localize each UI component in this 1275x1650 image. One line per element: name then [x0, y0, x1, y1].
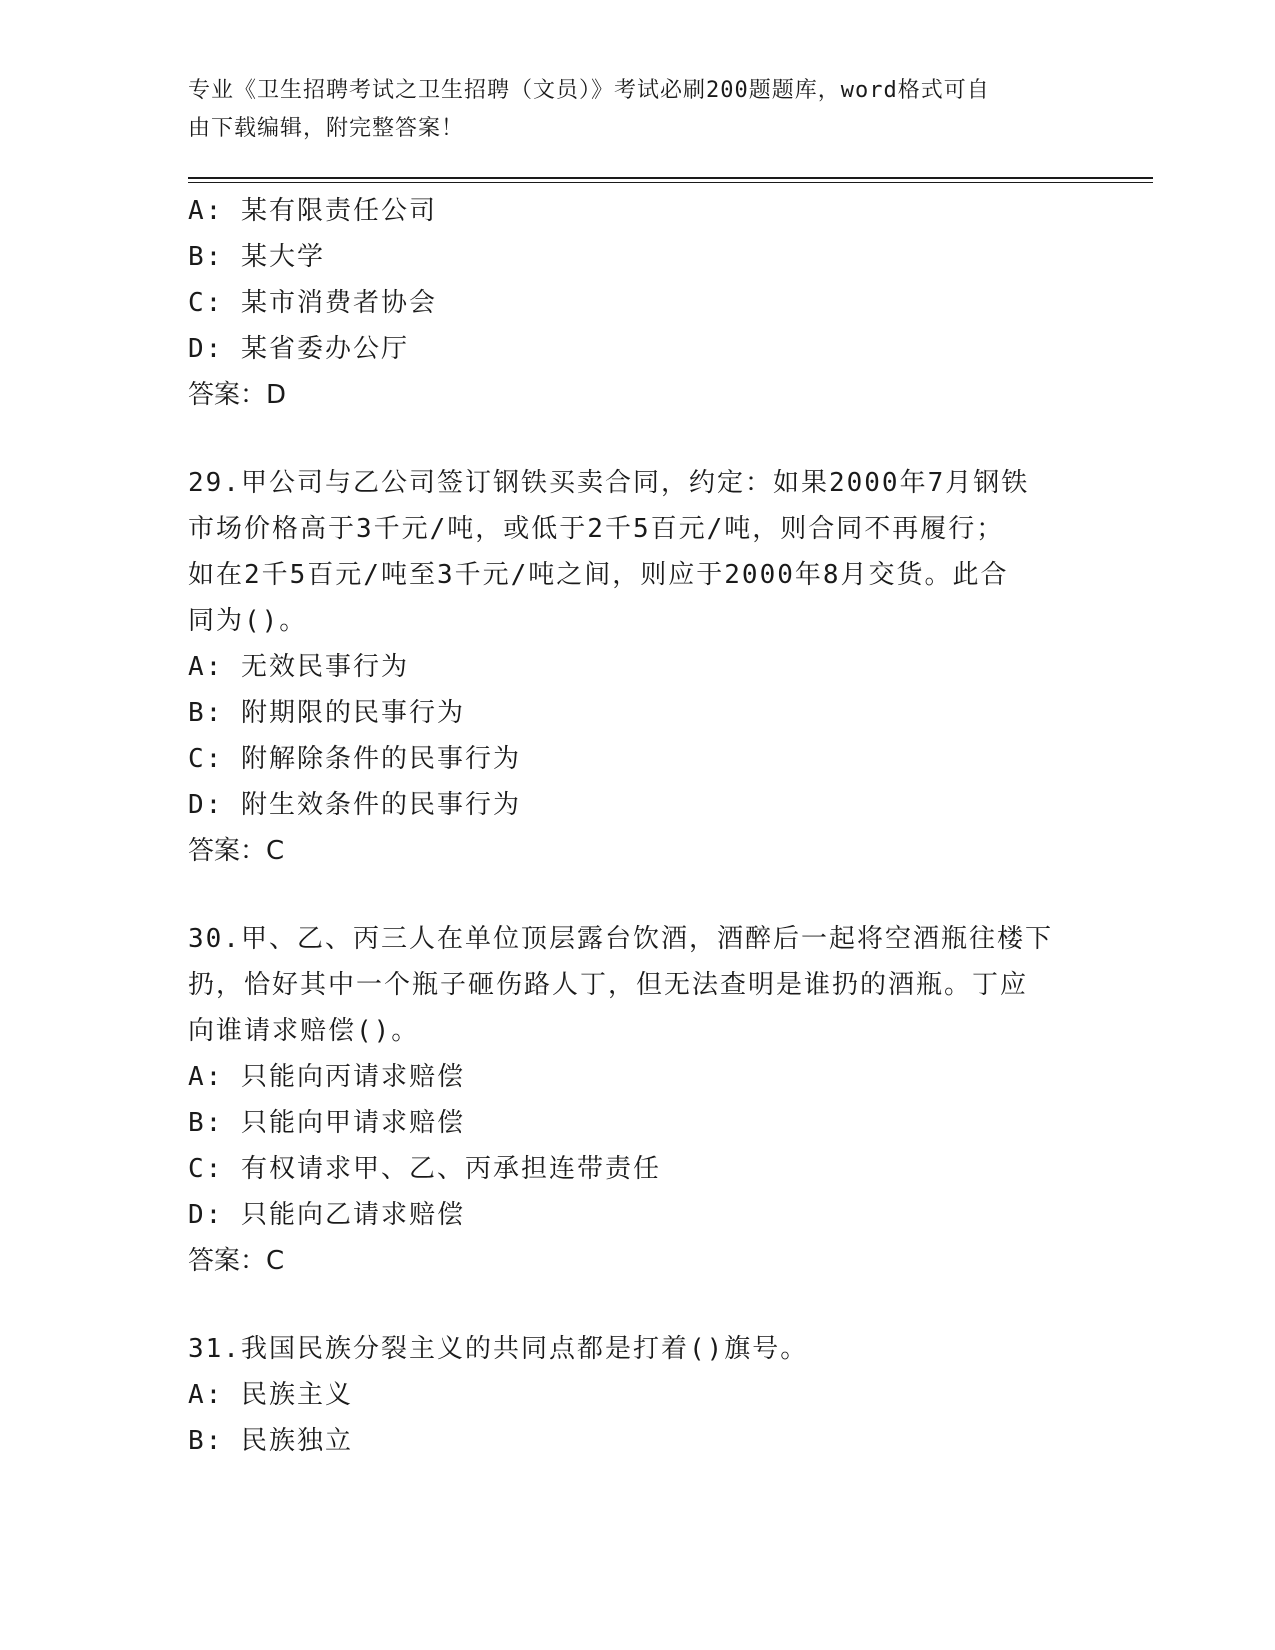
option-d: D: 某省委办公厅	[188, 334, 409, 364]
header-divider-thick	[188, 177, 1153, 179]
option-d: D: 只能向乙请求赔偿	[188, 1200, 465, 1230]
option-a: A: 民族主义	[188, 1380, 353, 1410]
option-b: B: 某大学	[188, 242, 325, 272]
question-31	[188, 1326, 1088, 1464]
option-a: A: 无效民事行为	[188, 652, 409, 682]
header-line-1: 专业《卫生招聘考试之卫生招聘（文员）》考试必刷200题题库，word格式可自	[188, 78, 990, 103]
answer-line: 答案：D	[188, 380, 287, 410]
option-a: A: 某有限责任公司	[188, 196, 437, 226]
question-stem-line: 市场价格高于3千元/吨，或低于2千5百元/吨，则合同不再履行；	[188, 514, 1005, 544]
option-d: D: 附生效条件的民事行为	[188, 790, 521, 820]
question-stem-line: 29.甲公司与乙公司签订钢铁买卖合同，约定：如果2000年7月钢铁	[188, 468, 1030, 498]
question-gap	[188, 418, 1088, 460]
question-stem-line: 向谁请求赔偿()。	[188, 1016, 420, 1046]
document-header	[188, 72, 1068, 148]
question-30	[188, 916, 1088, 1284]
answer-line: 答案：C	[188, 836, 285, 866]
question-stem-line: 同为()。	[188, 606, 308, 636]
option-a: A: 只能向丙请求赔偿	[188, 1062, 465, 1092]
header-divider-thin	[188, 182, 1153, 183]
question-gap	[188, 874, 1088, 916]
option-c: C: 有权请求甲、乙、丙承担连带责任	[188, 1154, 661, 1184]
question-28	[188, 188, 1088, 418]
option-c: C: 附解除条件的民事行为	[188, 744, 521, 774]
answer-line: 答案：C	[188, 1246, 285, 1276]
question-stem-line: 如在2千5百元/吨至3千元/吨之间，则应于2000年8月交货。此合	[188, 560, 1009, 590]
question-stem-line: 30.甲、乙、丙三人在单位顶层露台饮酒，酒醉后一起将空酒瓶往楼下	[188, 924, 1053, 954]
option-b: B: 附期限的民事行为	[188, 698, 465, 728]
question-stem-line: 扔，恰好其中一个瓶子砸伤路人丁，但无法查明是谁扔的酒瓶。丁应	[188, 970, 1029, 1000]
question-stem-line: 31.我国民族分裂主义的共同点都是打着()旗号。	[188, 1334, 809, 1364]
option-b: B: 只能向甲请求赔偿	[188, 1108, 465, 1138]
option-b: B: 民族独立	[188, 1426, 353, 1456]
question-29	[188, 460, 1088, 874]
question-list	[188, 188, 1088, 1464]
header-line-2: 由下载编辑，附完整答案！	[188, 116, 465, 141]
question-gap	[188, 1284, 1088, 1326]
option-c: C: 某市消费者协会	[188, 288, 437, 318]
